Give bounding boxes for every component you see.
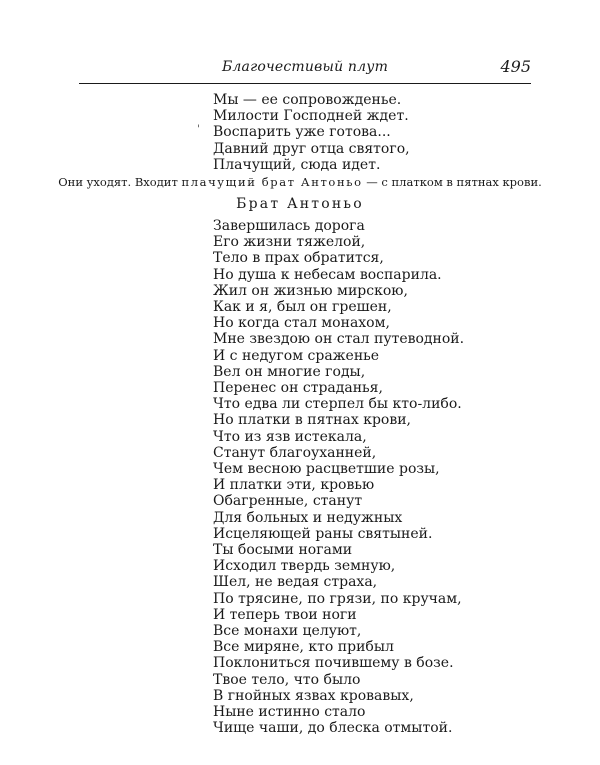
stanza-2 xyxy=(213,218,464,737)
verse-line: Его жизни тяжелой, xyxy=(213,234,366,251)
verse-line: Но когда стал монахом, xyxy=(213,315,390,332)
stanza-1 xyxy=(213,92,410,173)
verse-line: Обагренные, станут xyxy=(213,493,363,510)
verse-line: Что из язв истекала, xyxy=(213,428,367,445)
stage-direction-before: Они уходят. Входит xyxy=(58,175,182,189)
margin-mark: ' xyxy=(197,124,200,135)
verse-line: Твое тело, что было xyxy=(213,671,361,688)
verse-line: Милости Господней ждет. xyxy=(213,108,409,125)
verse-line: Завершилась дорога xyxy=(213,218,365,234)
verse-line: Вел он многие годы, xyxy=(213,363,366,380)
verse-line: Ныне истинно стало xyxy=(213,704,366,721)
verse-line: В гнойных язвах кровавых, xyxy=(213,687,414,704)
verse-line: Шел, не ведая страха, xyxy=(213,574,378,591)
verse-line: Что едва ли стерпел бы кто-либо. xyxy=(213,396,462,413)
verse-line: По трясине, по грязи, по кручам, xyxy=(213,590,462,607)
verse-line: Но душа к небесам воспарила. xyxy=(213,266,442,283)
verse-line: Плачущий, сюда идет. xyxy=(213,156,381,173)
verse-line: Жил он жизнью мирскою, xyxy=(213,282,408,299)
verse-line: Тело в прах обратится, xyxy=(213,250,384,267)
verse-line: Давний друг отца святого, xyxy=(213,140,410,157)
verse-line: Исцеляющей раны святыней. xyxy=(213,525,433,542)
verse-line: Чем весною расцветшие розы, xyxy=(213,461,440,478)
page-number: 495 xyxy=(500,57,531,76)
verse-line: Исходил твердь земную, xyxy=(213,558,396,575)
verse-line: Воспарить уже готова... xyxy=(213,124,391,141)
verse-line: Все монахи целуют, xyxy=(213,623,362,640)
verse-line: Перенес он страданья, xyxy=(213,380,383,397)
verse-line: Как и я, был он грешен, xyxy=(213,299,392,316)
verse-line: Станут благоуханней, xyxy=(213,444,377,461)
verse-line: Для больных и недужных xyxy=(213,509,403,526)
verse-line: Все миряне, кто прибыл xyxy=(213,639,394,656)
verse-line: Мы — ее сопровожденье. xyxy=(213,92,402,108)
verse-line: И платки эти, кровью xyxy=(213,477,375,494)
stage-direction-after: — с платком в пятнах крови. xyxy=(362,175,542,189)
verse-line: Но платки в пятнах крови, xyxy=(213,412,412,429)
verse-line: Ты босыми ногами xyxy=(213,542,353,559)
verse-line: И теперь твои ноги xyxy=(213,606,357,623)
running-title: Благочестивый плут xyxy=(221,59,389,75)
speaker-name: Брат Антоньо xyxy=(236,196,364,212)
stage-direction-spaced: плачущий брат Антоньо xyxy=(181,175,363,189)
verse-line: Чище чаши, до блеска отмытой. xyxy=(213,720,453,737)
verse-line: Поклониться почившему в бозе. xyxy=(213,655,454,672)
running-head xyxy=(79,57,531,84)
verse-line: И с недугом сраженье xyxy=(213,347,380,364)
verse-line: Мне звездою он стал путеводной. xyxy=(213,331,465,348)
stage-direction xyxy=(0,175,600,189)
